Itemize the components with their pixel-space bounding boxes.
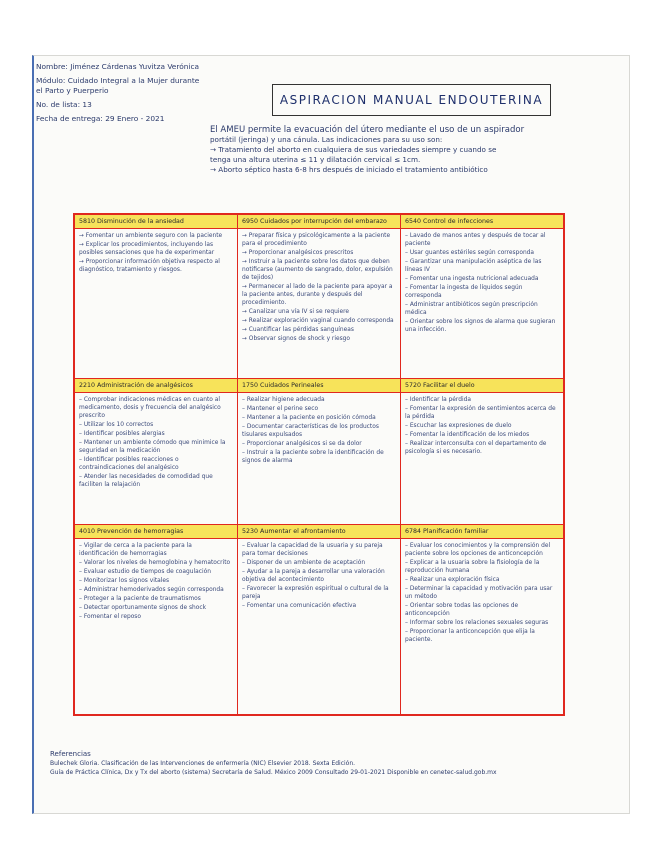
intervention-item: – Identificar posibles reacciones o contraindicaciones del analgésico [79,457,179,471]
references [50,750,620,777]
intervention-item: – Mantener el perine seco [242,406,319,412]
intervention-item: – Fomentar la identificación de los miedos [405,432,530,438]
intervention-item: – Vigilar de cerca a la paciente para la identificación de hemorragias [79,543,192,557]
intervention-item: – Instruir a la paciente sobre la identificación de signos de alarma [242,450,384,464]
intervention-item: – Favorecer la expresión espiritual o cultural de la pareja [242,586,389,600]
list-number: No. de lista: 13 [36,100,92,109]
reference-item: Guía de Práctica Clínica, Dx y Tx del aborto (sistema) Secretaría de Salud. México 2009 Consultado 29-01-2021 Disponible en cenetec-salud.gob.mx [50,769,497,776]
intervention-item: – Detectar oportunamente signos de shock [79,605,207,611]
intervention-heading: 6540 Control de infecciones [401,215,563,229]
intervention-item: – Identificar la pérdida [405,397,471,403]
intervention-list [238,393,400,469]
intervention-item: – Proporcionar analgésicos si se da dolor [242,441,362,447]
intervention-item: – Informar sobre los relaciones sexuales seguras [405,620,549,626]
intervention-item: → Permanecer al lado de la paciente para apoyar a la paciente antes, durante y después del procedimiento. [242,284,393,306]
intervention-heading: 6784 Planificación familiar [401,525,563,539]
intervention-item: – Identificar posibles alergias [79,431,165,437]
intervention-item: – Administrar antibióticos según prescripción médica [405,302,538,316]
intervention-item: → Proporcionar información objetiva respecto al diagnóstico, tratamiento y riesgos. [79,259,220,273]
page-title: ASPIRACION MANUAL ENDOUTERINA [272,84,551,116]
intervention-item: – Fomentar una comunicación efectiva [242,603,357,609]
intervention-heading: 5720 Facilitar el duelo [401,379,563,393]
intervention-item: – Lavado de manos antes y después de tocar al paciente [405,233,546,247]
intervention-item: → Realizar exploración vaginal cuando corresponda [242,318,394,324]
intervention-item: – Monitorizar los signos vitales [79,578,170,584]
intervention-item: – Garantizar una manipulación aséptica de las líneas IV [405,259,542,273]
intervention-item: – Administrar hemoderivados según corresponda [79,587,224,593]
intervention-item: – Determinar la capacidad y motivación para usar un método [405,586,553,600]
intervention-cell [75,379,238,525]
intervention-item: → Preparar física y psicológicamente a la paciente para el procedimiento [242,233,391,247]
intervention-item: → Proporcionar analgésicos prescritos [242,250,354,256]
intervention-heading: 1750 Cuidados Perineales [238,379,400,393]
student-info [36,62,206,128]
intervention-heading: 2210 Administración de analgésicos [75,379,237,393]
intervention-item: – Evaluar los conocimientos y la comprensión del paciente sobre los opciones de anticoncepción [405,543,551,557]
references-heading: Referencias [50,750,91,758]
intervention-item: – Mantener un ambiente cómodo que minimice la seguridad en la medicación [79,440,226,454]
module-name: Módulo: Cuidado Integral a la Mujer durante el Parto y Puerperio [36,76,200,95]
intervention-item: – Fomentar la ingesta de líquidos según corresponda [405,285,523,299]
intervention-list [401,539,563,648]
intervention-item: – Utilizar los 10 correctos [79,422,154,428]
intervention-item: – Atender las necesidades de comodidad que faciliten la relajación [79,474,213,488]
intervention-heading: 4010 Prevención de hemorragias [75,525,237,539]
intervention-item: → Fomentar un ambiente seguro con la paciente [79,233,223,239]
intervention-item: – Disponer de un ambiente de aceptación [242,560,366,566]
intervention-item: – Valorar los niveles de hemoglobina y hematocrito [79,560,231,566]
intervention-list [238,229,400,347]
intro-text [210,125,620,175]
intervention-list [401,393,563,460]
intervention-heading: 5230 Aumentar el afrontamiento [238,525,400,539]
intro-line: tenga una altura uterina ≤ 11 y dilatación cervical ≤ 1cm. [210,155,421,164]
intervention-list [401,229,563,338]
intervention-item: – Evaluar la capacidad de la usuaria y su pareja para tomar decisiones [242,543,383,557]
reference-item: Bulechek Gloria. Clasificación de las Intervenciones de enfermería (NIC) Elsevier 2018. Sexta Edición. [50,760,356,767]
intervention-list [238,539,400,614]
intervention-list [75,539,237,625]
student-name: Nombre: Jiménez Cárdenas Yuvitza Verónica [36,62,200,71]
intervention-item: – Proporcionar la anticoncepción que elija la paciente. [405,629,535,643]
intervention-item: – Orientar sobre todas las opciones de anticoncepción [405,603,519,617]
intervention-cell [75,215,238,379]
intervention-cell [238,379,401,525]
intervention-item: – Proteger a la paciente de traumatismos [79,596,201,602]
intervention-item: → Canalizar una vía IV si se requiere [242,309,350,315]
intro-line: → Aborto séptico hasta 6-8 hrs después de iniciado el tratamiento antibiótico [210,165,488,174]
intervention-item: – Fomentar una ingesta nutricional adecuada [405,276,539,282]
intervention-heading: 6950 Cuidados por interrupción del embarazo [238,215,400,229]
intervention-item: → Instruir a la paciente sobre los datos que deben notificarse (aumento de sangrado, dolor, expulsión de tejidos) [242,259,393,281]
intro-line: portátil (jeringa) y una cánula. Las indicaciones para su uso son: [210,135,443,144]
intro-line: El AMEU permite la evacuación del útero mediante el uso de un aspirador [210,125,525,135]
intervention-item: – Mantener a la paciente en posición cómoda [242,415,376,421]
intervention-cell [238,215,401,379]
intervention-list [75,229,237,278]
intervention-item: – Realizar una exploración física [405,577,500,583]
intro-line: → Tratamiento del aborto en cualquiera de sus variedades siempre y cuando se [210,145,497,154]
intervention-item: → Explicar los procedimientos, incluyendo las posibles sensaciones que ha de experimentar [79,242,215,256]
intervention-cell [401,525,563,714]
intervention-item: → Observar signos de shock y riesgo [242,336,351,342]
intervention-item: – Realizar higiene adecuada [242,397,325,403]
intervention-item: – Explicar a la usuaria sobre la fisiología de la reproducción humana [405,560,540,574]
intervention-item: – Comprobar indicaciones médicas en cuanto al medicamento, dosis y frecuencia del analgésico prescrito [79,397,221,419]
delivery-date: Fecha de entrega: 29 Enero - 2021 [36,114,165,123]
intervention-item: – Fomentar el reposo [79,614,141,620]
interventions-grid [73,213,565,716]
intervention-cell [75,525,238,714]
intervention-item: – Documentar características de los productos tisulares expulsados [242,424,379,438]
intervention-item: – Ayudar a la pareja a desarrollar una valoración objetiva del acontecimiento [242,569,385,583]
intervention-item: – Orientar sobre los signos de alarma que sugieran una infección. [405,319,556,333]
intervention-item: – Usar guantes estériles según corresponda [405,250,535,256]
intervention-item: – Evaluar estudio de tiempos de coagulación [79,569,211,575]
intervention-list [75,393,237,493]
intervention-item: – Realizar interconsulta con el departamento de psicología si es necesario. [405,441,547,455]
intervention-cell [401,215,563,379]
intervention-cell [238,525,401,714]
intervention-item: – Escuchar las expresiones de duelo [405,423,512,429]
intervention-item: – Fomentar la expresión de sentimientos acerca de la pérdida [405,406,556,420]
intervention-cell [401,379,563,525]
intervention-item: → Cuantificar las pérdidas sanguíneas [242,327,354,333]
intervention-heading: 5810 Disminución de la ansiedad [75,215,237,229]
